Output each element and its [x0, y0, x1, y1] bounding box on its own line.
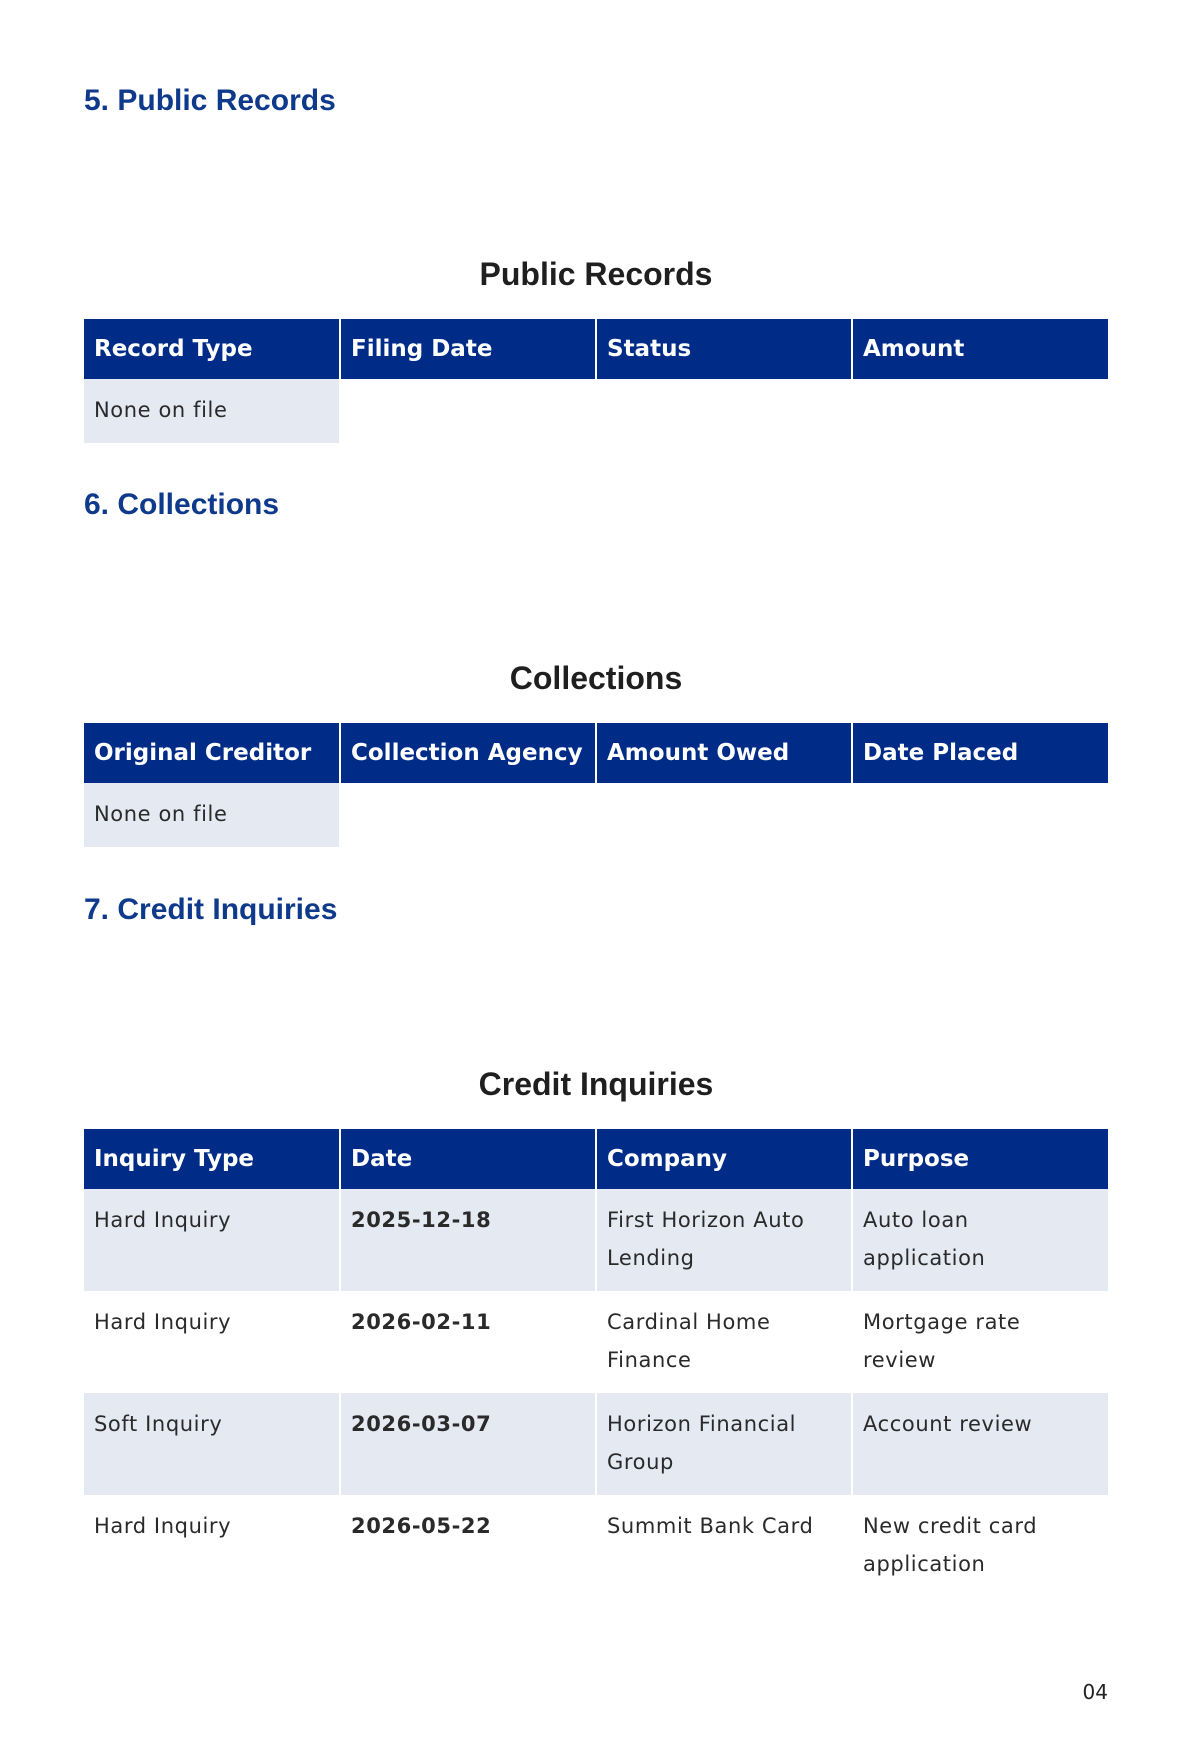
- column-header-company: Company: [596, 1129, 852, 1189]
- column-header-amount: Amount: [852, 319, 1108, 379]
- inquiry-date-cell: 2026-03-07: [340, 1393, 596, 1495]
- table-row: [84, 1189, 1108, 1291]
- inquiry-type-cell: Hard Inquiry: [94, 1310, 232, 1334]
- table-row: [84, 379, 1108, 443]
- table-row: [84, 1495, 1108, 1597]
- table-title-public-records: Public Records: [479, 256, 713, 292]
- column-header-collection-agency: Collection Agency: [340, 723, 596, 783]
- inquiry-date-cell: 2026-02-11: [340, 1291, 596, 1393]
- collections-table: [84, 723, 1108, 847]
- inquiry-company-cell: Summit Bank Card: [596, 1495, 852, 1597]
- inquiry-company-cell: Horizon Financial Group: [596, 1393, 852, 1495]
- inquiry-type-cell: Hard Inquiry: [94, 1514, 232, 1538]
- inquiry-type-cell: Hard Inquiry: [84, 1189, 340, 1291]
- inquiry-purpose-cell: New credit card application: [852, 1495, 1108, 1597]
- inquiry-date-cell: 2025-12-18: [340, 1189, 596, 1291]
- column-header-record-type: Record Type: [84, 319, 340, 379]
- inquiry-purpose-cell: Auto loan application: [852, 1189, 1108, 1291]
- table-title-collections: Collections: [509, 660, 683, 696]
- inquiry-purpose-cell: Account review: [852, 1393, 1108, 1495]
- section-heading-public-records: 5. Public Records: [84, 84, 336, 117]
- inquiry-company-cell: Cardinal Home Finance: [596, 1291, 852, 1393]
- table-row: [84, 1291, 1108, 1393]
- table-cell: [596, 379, 852, 443]
- table-cell: [852, 379, 1108, 443]
- table-cell: [596, 783, 852, 847]
- page-number: 04: [1082, 1680, 1108, 1704]
- column-header-purpose: Purpose: [852, 1129, 1108, 1189]
- column-header-status: Status: [596, 319, 852, 379]
- table-row: [84, 783, 1108, 847]
- inquiry-company-cell: First Horizon Auto Lending: [596, 1189, 852, 1291]
- table-header-row: [84, 1129, 1108, 1189]
- inquiry-purpose-cell: Mortgage rate review: [852, 1291, 1108, 1393]
- table-header-row: [84, 723, 1108, 783]
- table-cell: [340, 379, 596, 443]
- column-header-date-placed: Date Placed: [852, 723, 1108, 783]
- section-heading-collections: 6. Collections: [84, 488, 280, 521]
- empty-state-text: None on file: [84, 783, 340, 847]
- table-cell: [852, 783, 1108, 847]
- public-records-table: [84, 319, 1108, 443]
- credit-inquiries-table: [84, 1129, 1108, 1597]
- inquiry-type-cell: Soft Inquiry: [84, 1393, 340, 1495]
- column-header-date: Date: [340, 1129, 596, 1189]
- column-header-filing-date: Filing Date: [340, 319, 596, 379]
- empty-state-text: None on file: [84, 379, 340, 443]
- table-title-credit-inquiries: Credit Inquiries: [478, 1066, 714, 1102]
- column-header-inquiry-type: Inquiry Type: [84, 1129, 340, 1189]
- table-row: [84, 1393, 1108, 1495]
- section-heading-credit-inquiries: 7. Credit Inquiries: [84, 893, 338, 926]
- column-header-original-creditor: Original Creditor: [84, 723, 340, 783]
- inquiry-date-cell: 2026-05-22: [340, 1495, 596, 1597]
- table-header-row: [84, 319, 1108, 379]
- table-cell: [340, 783, 596, 847]
- column-header-amount-owed: Amount Owed: [596, 723, 852, 783]
